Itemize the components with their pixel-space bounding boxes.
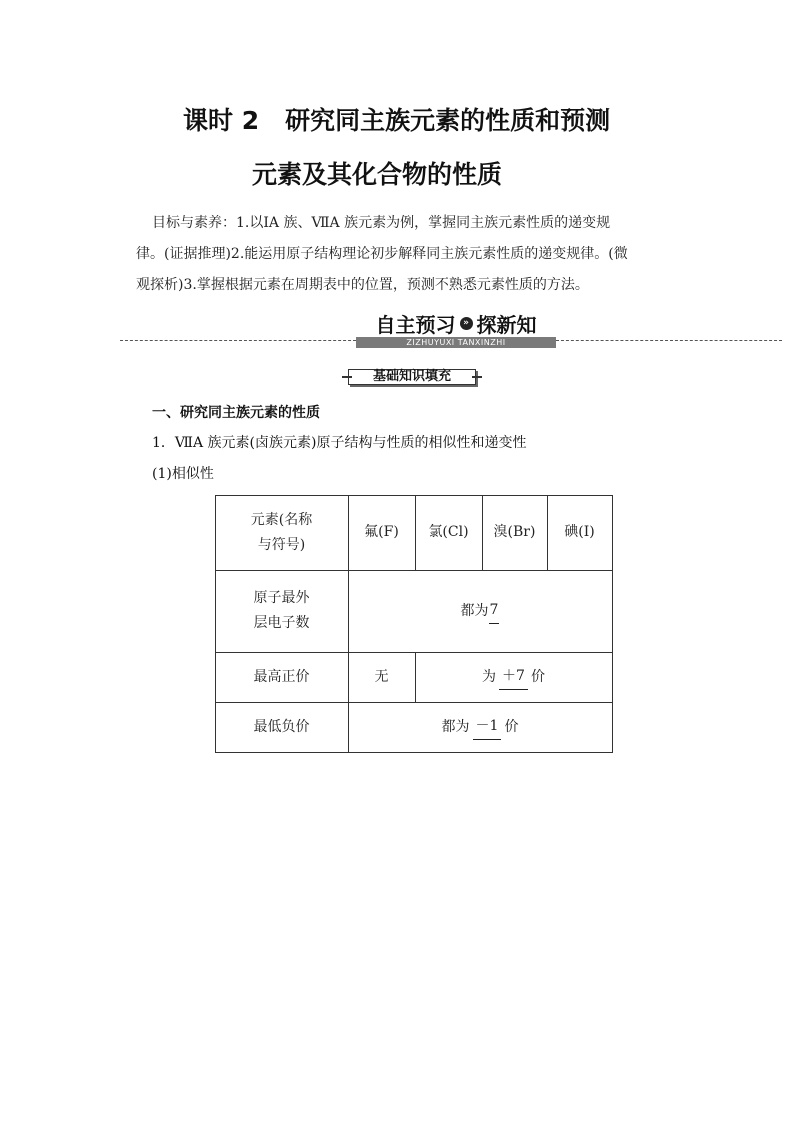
heading-level2: 1．ⅦA 族元素(卤族元素)原子结构与性质的相似性和递变性 (152, 435, 527, 451)
objectives-line-1: 目标与素养：1.以ⅠA 族、ⅦA 族元素为例，掌握同主族元素性质的递变规 (152, 215, 611, 231)
lesson-title-part1: 研究同主族元素的性质和预测 (285, 106, 611, 135)
row-label-max-valence: 最高正价 (253, 668, 310, 685)
banner-subtitle: ZIZHUYUXI TANXINZHI (356, 337, 556, 348)
page-title-line1 (183, 101, 610, 137)
row-label-min-valence: 最低负价 (253, 718, 310, 735)
outer-electrons-answer: 7 (489, 598, 500, 624)
header-element-line1: 元素(名称 (250, 511, 313, 528)
value-suffix: 价 (530, 668, 545, 685)
banner-title-part1: 自主预习 (375, 312, 456, 337)
table-border-right (612, 495, 613, 753)
section-label-basics (344, 367, 480, 387)
others-max-valence-cell (415, 652, 612, 702)
row-label-line1: 原子最外 (253, 590, 310, 606)
table-border-bottom (215, 752, 613, 753)
heading-level3: (1)相似性 (152, 466, 214, 482)
header-fluorine: 氟(F) (364, 524, 399, 540)
divider-right (556, 340, 782, 341)
value-suffix: 价 (504, 718, 519, 735)
min-valence-value-cell (348, 702, 612, 752)
value-prefix: 都为 (460, 602, 489, 619)
section-banner (356, 310, 556, 348)
section-label-text: 基础知识填充 (372, 369, 451, 384)
banner-title-part2: 探新知 (476, 312, 537, 337)
lesson-number: 课时 2 (183, 106, 260, 135)
header-chlorine: 氯(Cl) (428, 524, 469, 540)
row-label-outer-electrons (215, 570, 348, 652)
header-iodine: 碘(I) (564, 524, 595, 540)
double-chevron-icon: » (460, 317, 473, 330)
header-element-line2: 与符号) (257, 536, 306, 553)
header-element-cell (215, 495, 348, 570)
min-valence-answer: －1 (473, 714, 502, 740)
objectives-line-3: 观探析)3.掌握根据元素在周期表中的位置，预测不熟悉元素性质的方法。 (136, 277, 589, 293)
fluorine-max-valence: 无 (374, 668, 389, 685)
objectives-line-2: 律。(证据推理)2.能运用原子结构理论初步解释同主族元素性质的递变规律。(微 (136, 246, 628, 262)
halogen-properties-table (215, 495, 613, 753)
divider-left (120, 340, 356, 341)
objectives-paragraph (136, 208, 672, 301)
row-label-line2: 层电子数 (253, 615, 310, 631)
value-prefix: 都为 (441, 718, 470, 735)
heading-level1: 一、研究同主族元素的性质 (152, 405, 320, 421)
banner-title (356, 310, 556, 336)
max-valence-answer: ＋7 (499, 664, 528, 690)
value-prefix: 为 (482, 668, 497, 685)
header-bromine: 溴(Br) (493, 524, 536, 540)
page-title-line2: 元素及其化合物的性质 (252, 160, 503, 189)
outer-electrons-value-cell (348, 570, 612, 652)
